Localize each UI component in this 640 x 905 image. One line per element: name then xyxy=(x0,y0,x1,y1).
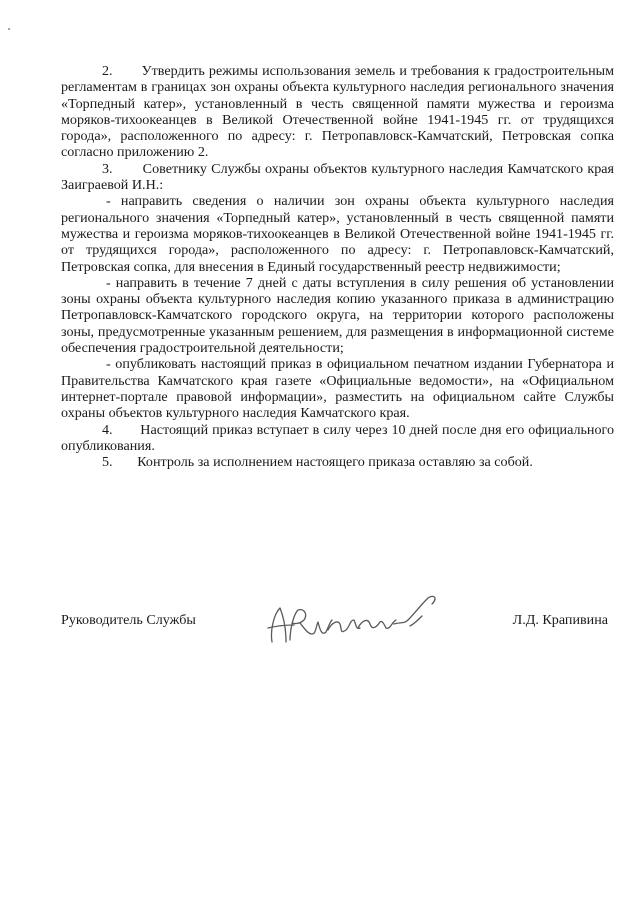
scan-speck xyxy=(8,28,10,30)
paragraph-subitem-registry: - направить сведения о наличии зон охраны объекта культурного наследия регионального значения «Торпедный катер», установленный в честь священной памяти мужества и героизма моряков-тихоокеанцев в Великой Отечественной войне 1941-1945 гг. от трудящихся города», расположенного по адресу: г. Петропавловск-Камчатский, Петровская сопка, для внесения в Единый государственный реестр недвижимости; xyxy=(61,193,614,275)
paragraph-item-3: 3. Советнику Службы охраны объектов культурного наследия Камчатского края Заиграевой И.Н.: xyxy=(61,160,614,194)
handwritten-signature xyxy=(264,590,449,650)
document-body xyxy=(61,63,614,470)
paragraph-item-2: 2. Утвердить режимы использования земель и требования к градостроительным регламентам в границах зон охраны объекта культурного наследия регионального значения «Торпедный катер», установленный в честь священной памяти мужества и героизма моряков-тихоокеанцев в Великой Отечественной войне 1941-1945 гг. от трудящихся города», расположенного по адресу: г. Петропавловск-Камчатский, Петровская сопка согласно приложению 2. xyxy=(61,63,614,161)
paragraph-item-5: 5. Контроль за исполнением настоящего приказа оставляю за собой. xyxy=(102,454,533,471)
signatory-title: Руководитель Службы xyxy=(61,612,196,628)
signature-block xyxy=(61,590,614,650)
paragraph-subitem-publish: - опубликовать настоящий приказ в официальном печатном издании Губернатора и Правительства Камчатского края газете «Официальные ведомости», на «Официальном интернет-портале правовой информации», разместить на официальном сайте Службы охраны объектов культурного наследия Камчатского края. xyxy=(61,356,614,422)
paragraph-item-4: 4. Настоящий приказ вступает в силу через 10 дней после дня его официального опубликования. xyxy=(61,421,614,454)
paragraph-subitem-administration: - направить в течение 7 дней с даты вступления в силу решения об установлении зоны охраны объекта культурного наследия копию указанного приказа в администрацию Петропавловск-Камчатского городского округа, на территории которого расположены зоны, предусмотренные указанным решением, для размещения в информационной системе обеспечения градостроительной деятельности; xyxy=(61,274,614,357)
signatory-name: Л.Д. Крапивина xyxy=(512,612,608,628)
